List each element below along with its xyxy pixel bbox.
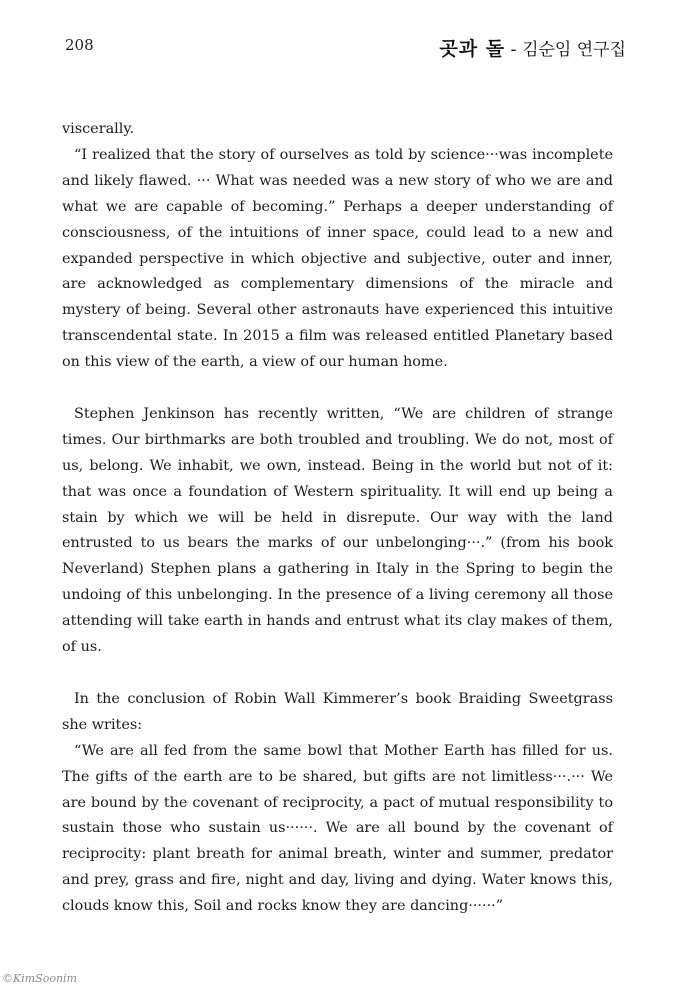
paragraph-kimmerer-quote: “We are all fed from the same bowl that Mother Earth has filled for us. The gifts of the earth are to be shared, but gifts are not limitless···.··· We are bound by the covenant of reciprocity, a pact of mutual responsibility to sustain those who sustain us······. We are all bound by the covenant of reciprocity: plant breath for animal breath, winter and summer, predator and prey, grass and fire, night and day, living and dying. Water knows this, clouds know this, Soil and rocks know they are dancing······” bbox=[62, 742, 613, 915]
paragraph-astronaut-quote: “I realized that the story of ourselves as told by science···was incomplete and likely flawed. ··· What was needed was a new story of who we are and what we are capable of becoming.” Perhaps a deeper understanding of consciousness, of the intuitions of inner space, could lead to a new and expanded perspective in which objective and subjective, outer and inner, are acknowledged as complementary dimensions of the miracle and mystery of being. Several other astronauts have experienced this intuitive transcendental state. In 2015 a film was released entitled Planetary based on this view of the earth, a view of our human home. bbox=[62, 146, 613, 371]
page-number: 208 bbox=[65, 36, 94, 54]
running-header bbox=[439, 34, 626, 61]
collection-title: 김순임 연구집 bbox=[522, 40, 626, 60]
body-text bbox=[62, 117, 613, 920]
copyright-watermark: ©KimSoonim bbox=[2, 972, 77, 985]
book-title: 곳과 돌 bbox=[439, 38, 506, 60]
paragraph-jenkinson: Stephen Jenkinson has recently written, “We are children of strange times. Our birthmarks are both troubled and troubling. We do not, most of us, belong. We inhabit, we own, instead. Being in the world but not of it: that was once a foundation of Western spirituality. It will end up being a stain by which we will be held in disrepute. Our way with the land entrusted to us bears the marks of our unbelonging···.” (from his book Neverland) Stephen plans a gathering in Italy in the Spring to begin the undoing of this unbelonging. In the presence of a living ceremony all those attending will take earth in hands and entrust what its clay makes of them, of us. bbox=[62, 405, 613, 656]
paragraph-kimmerer-intro: In the conclusion of Robin Wall Kimmerer’s book Braiding Sweetgrass she writes: bbox=[62, 690, 613, 733]
paragraph-continuation: viscerally. bbox=[62, 121, 135, 137]
header-separator: - bbox=[505, 40, 523, 60]
